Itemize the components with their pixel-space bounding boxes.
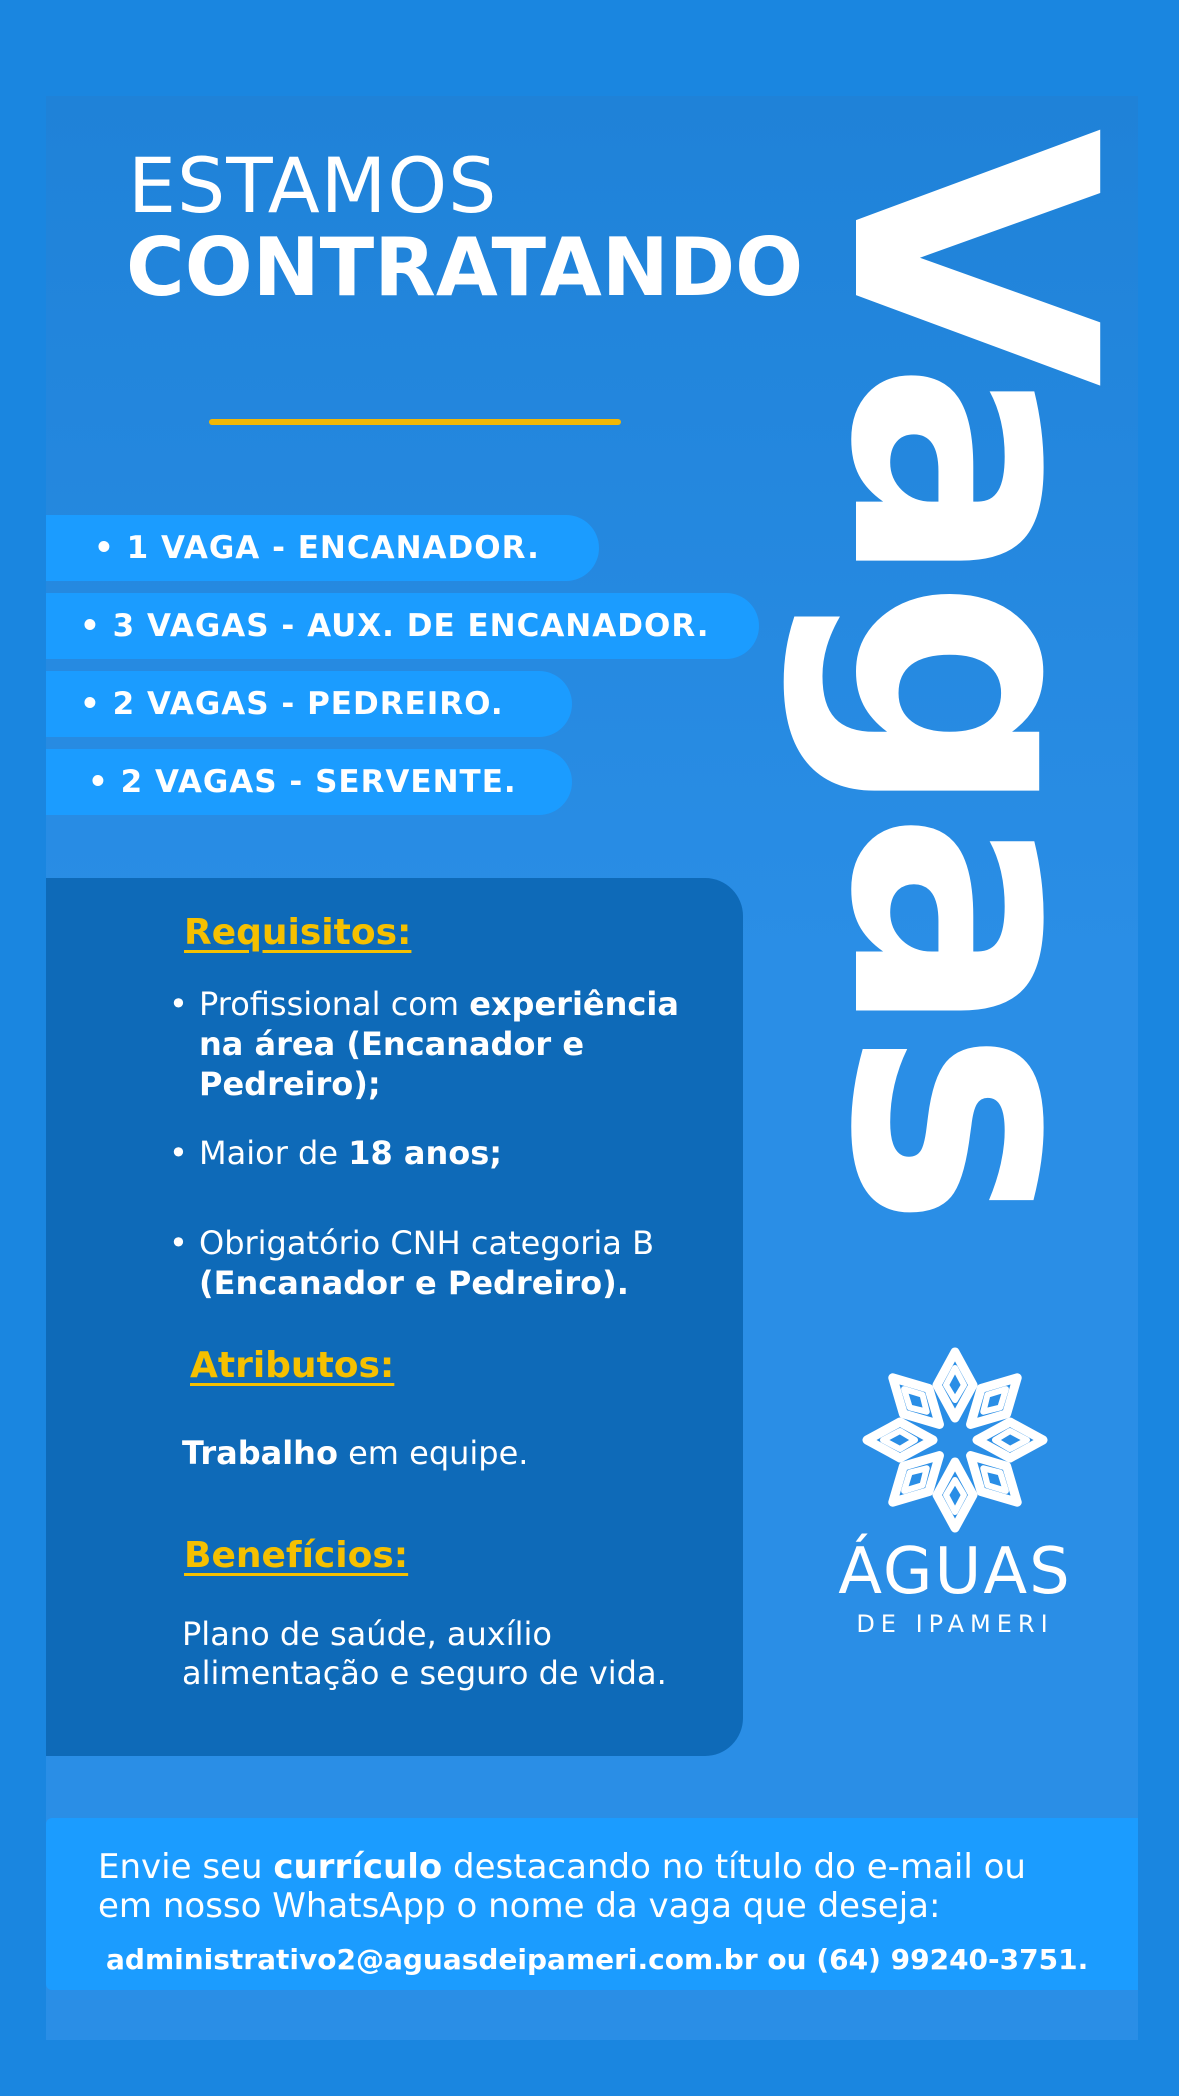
opening-pedreiro	[46, 671, 572, 737]
requisitos-title: Requisitos:	[184, 912, 412, 953]
requisito-bold: 18 anos;	[348, 1134, 503, 1172]
opening-label: • 2 VAGAS - SERVENTE.	[88, 764, 517, 800]
bullet-dot: •	[169, 1224, 188, 1262]
cta-text: destacando no título do e-mail ou	[442, 1847, 1026, 1887]
atributos-normal: em equipe.	[337, 1434, 529, 1472]
headline-contratando: CONTRATANDO	[126, 221, 804, 314]
headline-estamos: ESTAMOS	[128, 141, 498, 230]
requisito-text: Obrigatório CNH categoria B	[199, 1224, 655, 1262]
cta-bold: currículo	[273, 1847, 443, 1887]
requisito-bold: na área (Encanador e	[199, 1025, 585, 1063]
opening-label: • 1 VAGA - ENCANADOR.	[94, 530, 540, 566]
opening-encanador	[46, 515, 599, 581]
requisito-item-idade	[169, 1133, 719, 1173]
logo-name: ÁGUAS	[838, 1535, 1072, 1609]
water-drop-flower-icon	[830, 1340, 1080, 1540]
cta-contact[interactable]: administrativo2@aguasdeipameri.com.br ou (64) 99240-3751.	[106, 1943, 1089, 1976]
cta-text: Envie seu	[98, 1847, 274, 1887]
requisito-item-experiencia	[169, 984, 719, 1104]
opening-servente	[46, 749, 572, 815]
requisito-bold: Pedreiro);	[199, 1065, 381, 1103]
beneficios-line2: alimentação e seguro de vida.	[182, 1654, 667, 1692]
logo-subtitle: DE IPAMERI	[856, 1610, 1054, 1638]
atributos-text	[182, 1433, 528, 1473]
beneficios-line1: Plano de saúde, auxílio	[182, 1615, 552, 1653]
requisito-text: Maior de	[199, 1134, 349, 1172]
requisito-text: Profissional com	[199, 985, 470, 1023]
requisito-bold: (Encanador e Pedreiro).	[199, 1264, 629, 1302]
cta-line-2: em nosso WhatsApp o nome da vaga que deseja:	[98, 1886, 941, 1926]
gold-divider	[209, 419, 621, 425]
vertical-vagas-word: Vagas	[776, 128, 1166, 1221]
atributos-title: Atributos:	[190, 1345, 395, 1386]
opening-label: • 3 VAGAS - AUX. DE ENCANADOR.	[80, 608, 710, 644]
bullet-dot: •	[169, 985, 188, 1023]
cta-line-1	[98, 1848, 1026, 1886]
beneficios-title: Benefícios:	[184, 1535, 409, 1576]
atributos-bold: Trabalho	[182, 1434, 338, 1472]
bullet-dot: •	[169, 1134, 188, 1172]
requisito-bold: experiência	[469, 985, 679, 1023]
opening-aux-encanador	[46, 593, 759, 659]
requisito-item-cnh	[169, 1223, 729, 1303]
opening-label: • 2 VAGAS - PEDREIRO.	[80, 686, 504, 722]
